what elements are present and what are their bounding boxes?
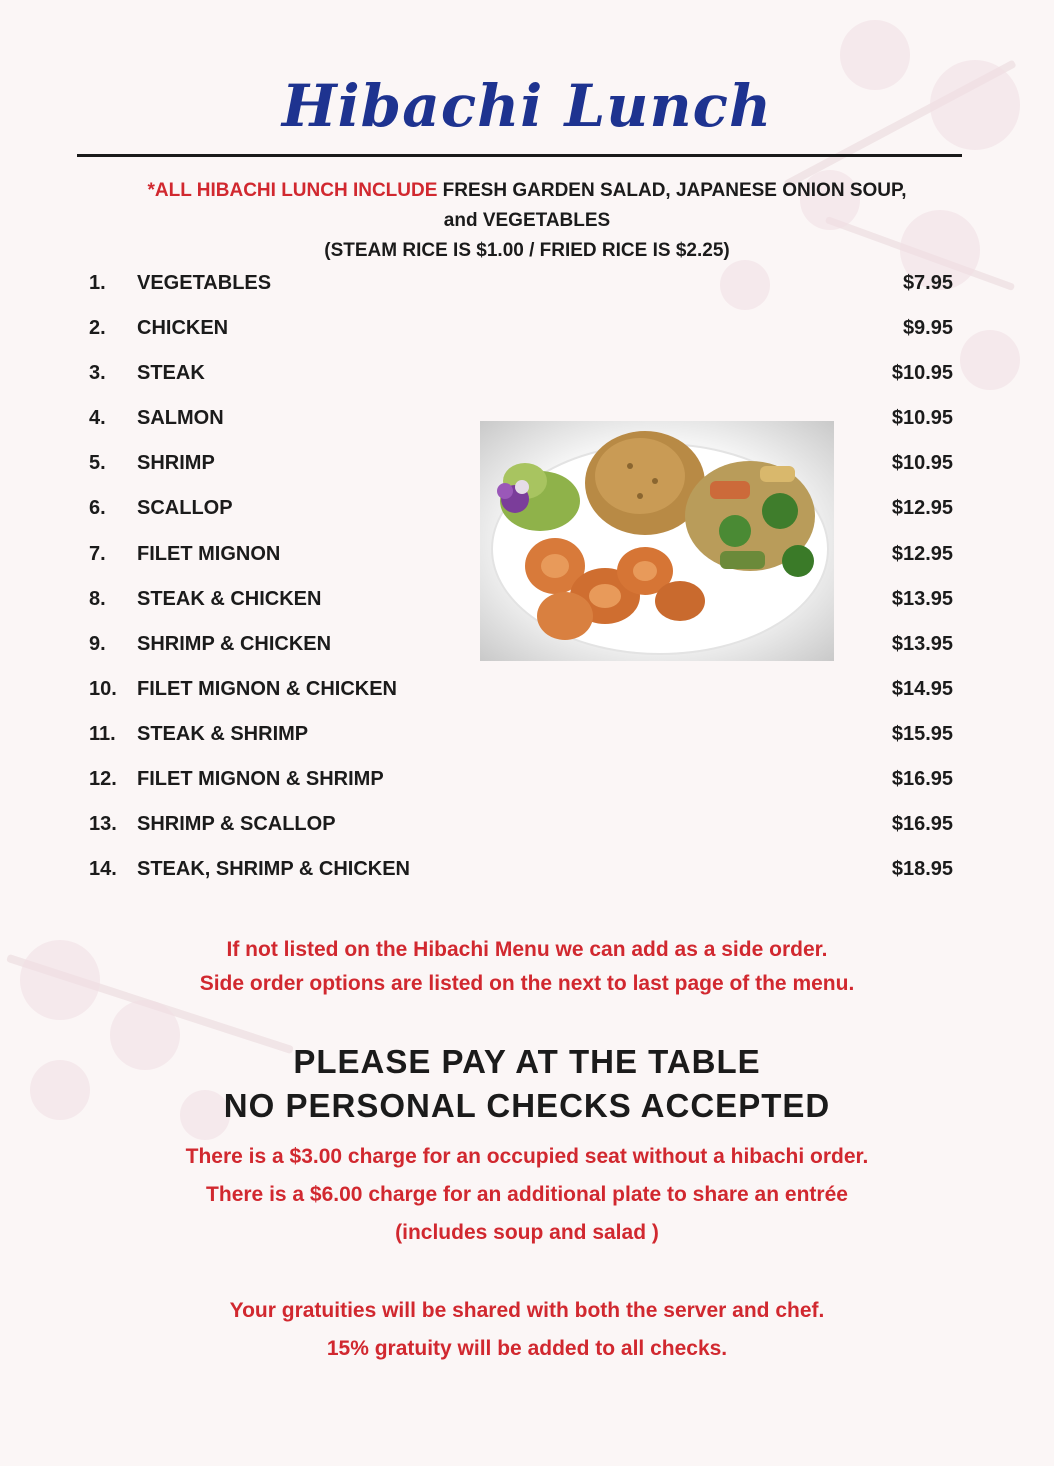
payment-line2: NO PERSONAL CHECKS ACCEPTED (223, 1087, 831, 1124)
item-number: 5. (89, 452, 106, 475)
item-price: $16.95 (891, 813, 953, 836)
gratuity-line1: Your gratuities will be shared with both the server and chef. (229, 1299, 825, 1322)
item-name: CHICKEN (137, 317, 229, 340)
item-price: $12.95 (891, 542, 953, 565)
item-name: FILET MIGNON & SHRIMP (137, 768, 384, 791)
item-number: 9. (89, 632, 106, 655)
menu-item (89, 809, 953, 854)
item-price: $9.95 (902, 317, 953, 340)
item-price: $10.95 (891, 452, 953, 475)
menu-item (89, 268, 953, 313)
item-price: $14.95 (891, 677, 953, 700)
hibachi-plate-photo (480, 421, 834, 661)
item-number: 11. (89, 722, 116, 745)
item-price: $12.95 (891, 497, 953, 520)
item-name: FILET MIGNON (137, 542, 281, 565)
charges-line1: There is a $3.00 charge for an occupied seat without a hibachi order. (185, 1145, 869, 1168)
gratuity-note (0, 1292, 1054, 1368)
menu-item (89, 719, 953, 764)
item-name: SHRIMP & SCALLOP (137, 813, 336, 836)
intro-line3: (STEAM RICE IS $1.00 / FRIED RICE IS $2.25) (324, 240, 730, 261)
menu-item (89, 674, 953, 719)
item-number: 2. (89, 317, 106, 340)
item-name: SHRIMP & CHICKEN (137, 632, 332, 655)
item-name: STEAK (137, 362, 205, 385)
charges-line3: (includes soup and salad ) (395, 1221, 659, 1244)
intro-line2: and VEGETABLES (443, 210, 611, 231)
item-number: 1. (89, 272, 106, 294)
item-name: FILET MIGNON & CHICKEN (137, 677, 397, 700)
menu-item (89, 358, 953, 403)
item-name: STEAK & CHICKEN (137, 587, 322, 610)
menu-item (89, 313, 953, 358)
menu-item (89, 854, 953, 899)
item-name: VEGETABLES (137, 272, 272, 294)
item-price: $13.95 (891, 632, 953, 655)
item-price: $10.95 (891, 362, 953, 385)
item-number: 3. (89, 362, 106, 385)
item-price: $10.95 (891, 407, 953, 430)
side-note-line2: Side order options are listed on the next to last page of the menu. (199, 972, 855, 995)
item-name: STEAK, SHRIMP & CHICKEN (137, 858, 410, 881)
charges-note (0, 1138, 1054, 1252)
item-name: STEAK & SHRIMP (137, 722, 309, 745)
item-price: $7.95 (902, 272, 953, 294)
title-divider (77, 154, 962, 157)
item-price: $13.95 (891, 587, 953, 610)
item-number: 8. (89, 587, 106, 610)
item-number: 7. (89, 542, 106, 565)
item-price: $15.95 (891, 722, 953, 745)
side-order-note (0, 933, 1054, 1001)
item-name: SCALLOP (137, 497, 233, 520)
gratuity-line2: 15% gratuity will be added to all checks. (326, 1337, 728, 1360)
item-name: SALMON (137, 407, 224, 430)
item-price: $18.95 (891, 858, 953, 881)
side-note-line1: If not listed on the Hibachi Menu we can add as a side order. (226, 938, 828, 961)
charges-line2: There is a $6.00 charge for an additional plate to share an entrée (206, 1183, 848, 1206)
intro-note (0, 176, 1054, 266)
item-number: 14. (89, 858, 117, 881)
item-name: SHRIMP (137, 452, 215, 475)
intro-line1: FRESH GARDEN SALAD, JAPANESE ONION SOUP, (437, 180, 907, 201)
menu-title: Hibachi Lunch (281, 72, 773, 140)
item-number: 4. (89, 407, 106, 430)
intro-highlight: *ALL HIBACHI LUNCH INCLUDE (147, 180, 438, 201)
payment-notice (0, 1040, 1054, 1128)
item-price: $16.95 (891, 768, 953, 791)
payment-line1: PLEASE PAY AT THE TABLE (293, 1043, 761, 1080)
item-number: 13. (89, 813, 117, 836)
item-number: 10. (89, 677, 117, 700)
item-number: 12. (89, 768, 117, 791)
item-number: 6. (89, 497, 106, 520)
menu-item (89, 764, 953, 809)
